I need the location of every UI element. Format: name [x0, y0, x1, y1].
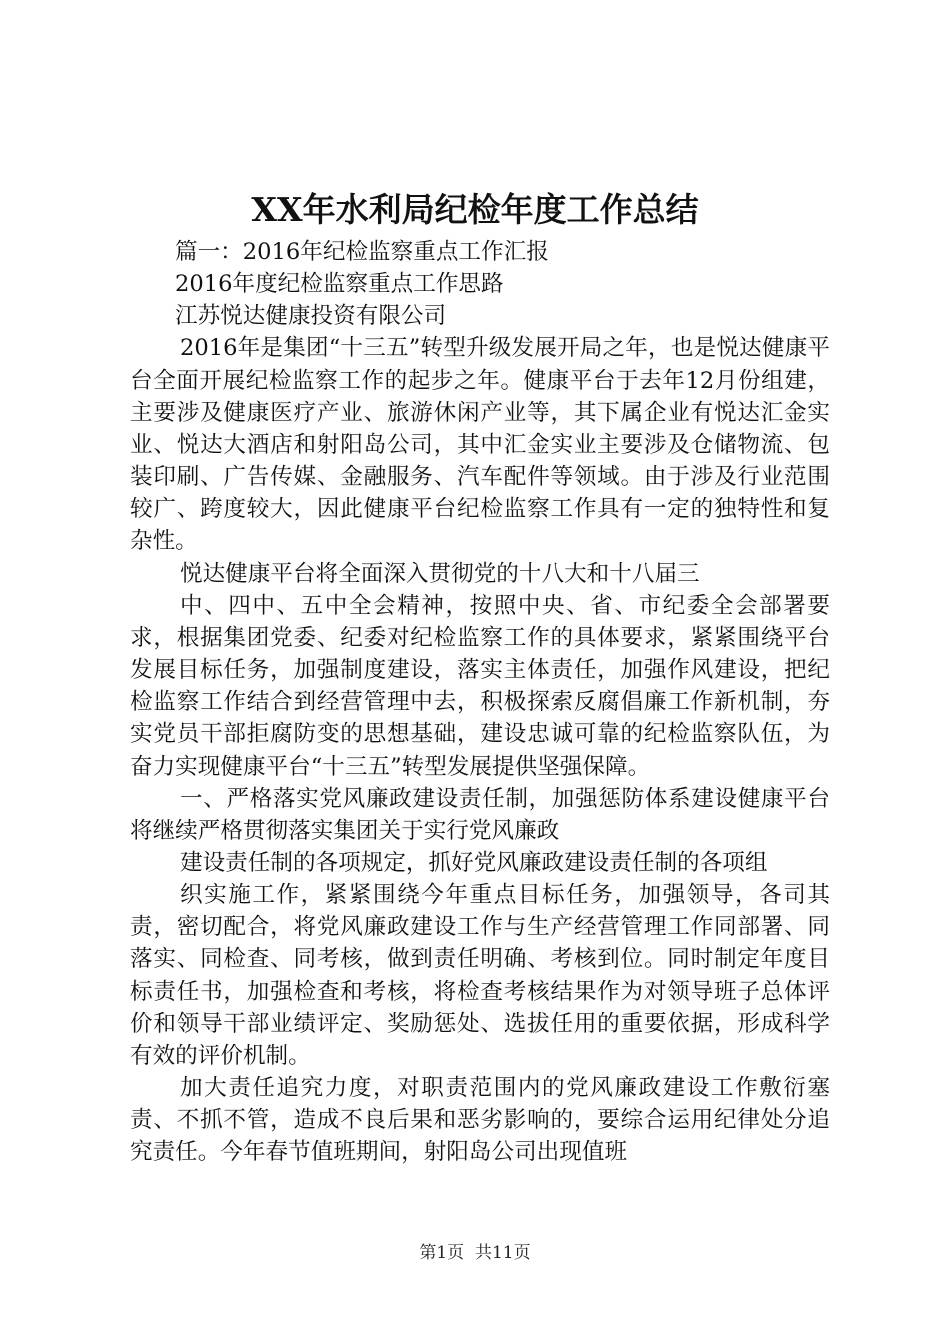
paragraph-section-heading: 篇一：2016年纪检监察重点工作汇报: [175, 239, 549, 265]
document-body: [130, 236, 830, 1169]
paragraph-plan-start: 悦达健康平台将全面深入贯彻党的十八大和十八届三: [180, 560, 700, 587]
page-footer: [0, 1242, 950, 1264]
paragraph-intro: 2016年是集团“十三五”转型升级发展开局之年，也是悦达健康平台全面开展纪检监察工作的起步之年。健康平台于去年12月份组建，主要涉及健康医疗产业、旅游休闲产业等，其下属企业有悦达汇金实业、悦达大酒店和射阳岛公司，其中汇金实业主要涉及仓储物流、包装印刷、广告传媒、金融服务、汽车配件等领域。由于涉及行业范围较广、跨度较大，因此健康平台纪检监察工作具有一定的独特性和复杂性。: [130, 335, 830, 555]
paragraph-plan-body: 中、四中、五中全会精神，按照中央、省、市纪委全会部署要求，根据集团党委、纪委对纪检监察工作的具体要求，紧紧围绕平台发展目标任务，加强制度建设，落实主体责任，加强作风建设，把纪检监察工作结合到经营管理中去，积极探索反腐倡廉工作新机制，夯实党员干部拒腐防变的思想基础，建设忠诚可靠的纪检监察队伍，为奋力实现健康平台“十三五”转型发展提供坚强保障。: [130, 592, 830, 780]
paragraph-implementation: 织实施工作，紧紧围绕今年重点目标任务，加强领导，各司其责，密切配合，将党风廉政建设工作与生产经营管理工作同部署、同落实、同检查、同考核，做到责任明确、考核到位。同时制定年度目标责任书，加强检查和考核，将检查考核结果作为对领导班子总体评价和领导干部业绩评定、奖励惩处、选拔任用的重要依据，形成科学有效的评价机制。: [130, 882, 830, 1069]
paragraph-accountability: 加大责任追究力度，对职责范围内的党风廉政建设工作敷衍塞责、不抓不管，造成不良后果和恶劣影响的，要综合运用纪律处分追究责任。今年春节值班期间，射阳岛公司出现值班: [130, 1075, 830, 1166]
paragraph-subtitle: 2016年度纪检监察重点工作思路: [175, 271, 504, 298]
paragraph-responsibility: 建设责任制的各项规定，抓好党风廉政建设责任制的各项组: [180, 849, 768, 876]
paragraph-company: 江苏悦达健康投资有限公司: [175, 303, 447, 330]
page-number-label: 第1页 共11页: [419, 1243, 531, 1263]
document-title: XX年水利局纪检年度工作总结: [251, 190, 699, 229]
paragraph-section-one: 一、严格落实党风廉政建设责任制，加强惩防体系建设健康平台将继续严格贯彻落实集团关于实行党风廉政: [130, 785, 830, 844]
